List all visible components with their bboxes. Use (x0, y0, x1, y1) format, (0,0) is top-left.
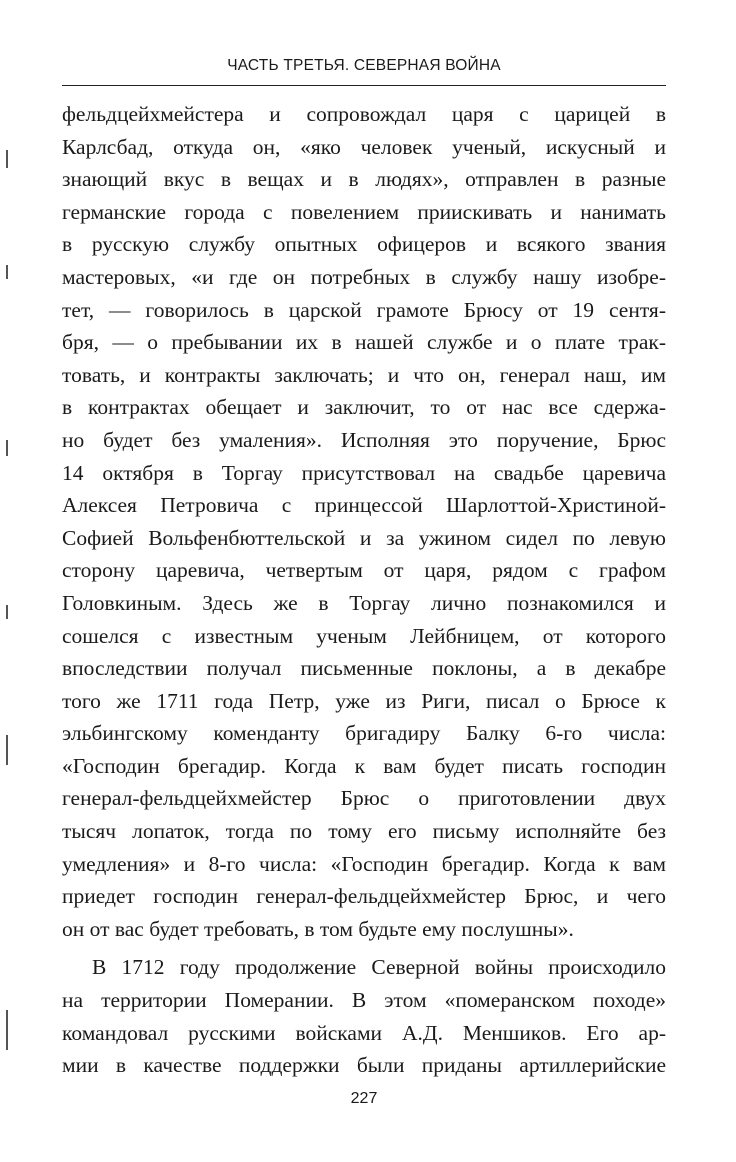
scan-margin-mark (6, 150, 8, 168)
text-line: тет, — говорилось в царской грамоте Брюсу от 19 сентя- (62, 297, 666, 322)
running-header: ЧАСТЬ ТРЕТЬЯ. СЕВЕРНАЯ ВОЙНА (227, 57, 501, 74)
text-line: В 1712 году продолжение Северной войны происходило (92, 955, 666, 980)
text-line: приедет господин генерал-фельдцейхмейстер Брюс, и чего (62, 884, 666, 909)
text-line: но будет без умаления». Исполняя это поручение, Брюс (62, 427, 666, 452)
scan-margin-mark (6, 440, 8, 456)
text-line: 14 октября в Торгау присутствовал на свадьбе царевича (62, 460, 666, 485)
text-line: Головкиным. Здесь же в Торгау лично познакомился и (62, 590, 666, 615)
text-line: в контрактах обещает и заключит, то от нас все сдержа- (62, 395, 666, 420)
text-line: знающий вкус в вещах и в людях», отправлен в разные (62, 167, 666, 192)
text-line: впоследствии получал письменные поклоны, а в декабре (62, 656, 666, 681)
text-line: командовал русскими войсками А.Д. Меншиков. Его ар- (62, 1020, 666, 1045)
text-line: сошелся с известным ученым Лейбницем, от которого (62, 623, 666, 648)
paragraph-2 (62, 951, 666, 1081)
text-line: сторону царевича, четвертым от царя, рядом с графом (62, 558, 666, 583)
scan-margin-mark (6, 265, 8, 279)
text-line: фельдцейхмейстера и сопровождал царя с царицей в (62, 102, 666, 126)
text-line: на территории Померании. В этом «померанском походе» (62, 988, 666, 1013)
text-line: германские города с повелением приискивать и нанимать (62, 199, 666, 224)
text-line: умедления» и 8-го числа: «Господин брегадир. Когда к вам (62, 851, 666, 876)
scan-margin-mark (6, 735, 8, 765)
paragraph-1 (62, 98, 666, 945)
text-line: Софией Вольфенбюттельской и за ужином сидел по левую (62, 525, 666, 550)
header-rule (62, 85, 666, 86)
body-text (62, 98, 666, 1082)
text-line: бря, — о пребывании их в нашей службе и о плате трак- (62, 330, 666, 355)
text-line: мастеровых, «и где он потребных в службу нашу изобре- (62, 264, 666, 289)
text-line: товать, и контракты заключать; и что он, генерал наш, им (62, 362, 666, 387)
scan-margin-mark (6, 605, 8, 619)
text-line: «Господин брегадир. Когда к вам будет писать господин (62, 753, 666, 778)
text-line: Карлсбад, откуда он, «яко человек ученый, искусный и (62, 134, 666, 159)
text-line: в русскую службу опытных офицеров и всякого звания (62, 232, 666, 257)
text-line: мии в качестве поддержки были приданы артиллерийские (62, 1053, 666, 1078)
scan-margin-mark (6, 1010, 8, 1050)
text-line: он от вас будет требовать, в том будьте ему послушны». (62, 916, 574, 941)
text-line: того же 1711 года Петр, уже из Риги, писал о Брюсе к (62, 688, 666, 713)
text-line: генерал-фельдцейхмейстер Брюс о приготовлении двух (62, 786, 666, 811)
text-line: Алексея Петровича с принцессой Шарлоттой-Христиной- (62, 493, 666, 518)
text-line: тысяч лопаток, тогда по тому его письму исполняйте без (62, 819, 666, 844)
page-number: 227 (350, 1090, 378, 1107)
text-line: эльбингскому коменданту бригадиру Балку 6-го числа: (62, 721, 666, 746)
